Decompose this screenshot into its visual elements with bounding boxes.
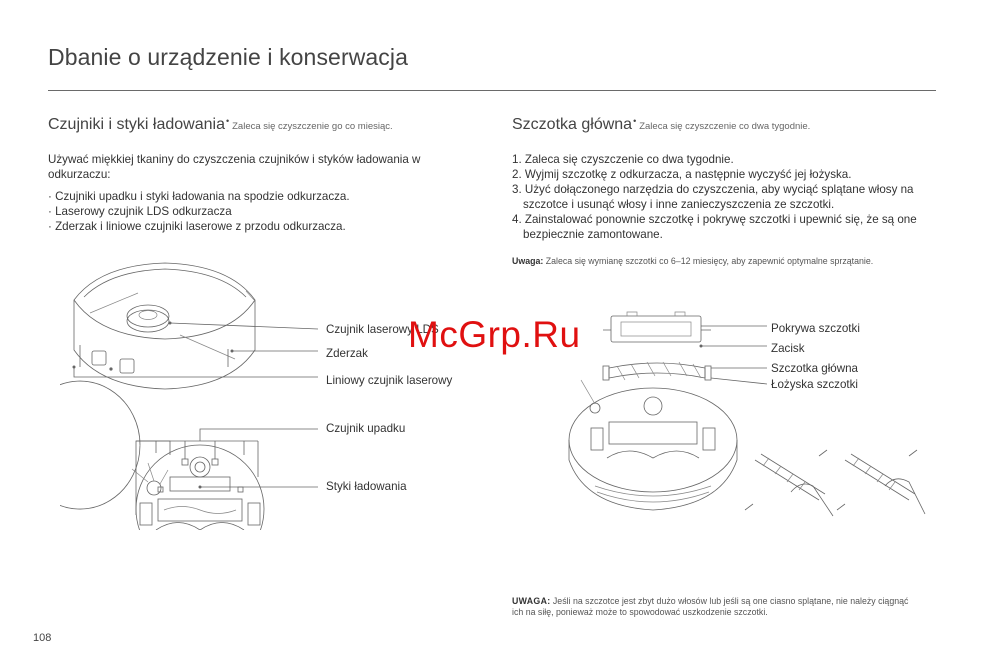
right-note xyxy=(512,256,873,266)
list-item: 4. Zainstalować ponownie szczotkę i pokrywę szczotki i upewnić się, że są one bezpiecznie zamontowane. xyxy=(512,213,917,241)
list-item: 1. Zaleca się czyszczenie co dwa tygodnie. xyxy=(512,153,734,166)
list-item: · Laserowy czujnik LDS odkurzacza xyxy=(48,205,232,218)
callout-bumper: Zderzak xyxy=(326,347,368,360)
left-heading-note: Zaleca się czyszczenie go co miesiąc. xyxy=(232,121,393,132)
right-steps-list xyxy=(512,152,937,242)
right-heading-text: Szczotka główna xyxy=(512,116,633,133)
main-brush-icon xyxy=(603,362,711,380)
page-number: 108 xyxy=(33,632,52,644)
watermark: McGrp.Ru xyxy=(408,314,581,355)
callout-cliff-sensor: Czujnik upadku xyxy=(326,422,406,435)
callout-charging-contacts: Styki ładowania xyxy=(326,480,407,493)
robot-underside-icon xyxy=(569,380,737,510)
left-intro: Używać miękkiej tkaniny do czyszczenia czujników i styków ładowania w odkurzaczu: xyxy=(48,153,421,181)
warning-label: UWAGA: xyxy=(512,596,551,606)
right-note-text: Zaleca się wymianę szczotki co 6–12 miesięcy, aby zapewnić optymalne sprzątanie. xyxy=(545,256,874,266)
warning-text: Jeśli na szczotce jest zbyt dużo włosów lub jeśli są one ciasno splątane, nie należy ciągnąć ich na siłę, ponieważ może to spowodować uszkodzenie szczotki. xyxy=(512,596,909,617)
list-item: 2. Wyjmij szczotkę z odkurzacza, a następnie wyczyść jej łożyska. xyxy=(512,168,852,181)
list-item: · Zderzak i liniowe czujniki laserowe z przodu odkurzacza. xyxy=(48,220,346,233)
warning-note xyxy=(512,596,922,618)
right-section-heading xyxy=(512,116,810,134)
left-bullet-list xyxy=(48,189,468,234)
robot-bottom-view-icon xyxy=(60,381,264,530)
robot-top-view-icon xyxy=(74,263,255,389)
callout-brush-bearings: Łożyska szczotki xyxy=(771,378,858,391)
page-title: Dbanie o urządzenie i konserwacja xyxy=(48,44,409,70)
right-note-label: Uwaga: xyxy=(512,256,544,266)
robot-sensors-illustration xyxy=(60,255,330,530)
main-brush-illustration xyxy=(565,310,945,530)
title-divider xyxy=(48,90,936,91)
list-item: · Czujniki upadku i styki ładowania na spodzie odkurzacza. xyxy=(48,190,350,203)
brush-cover-icon xyxy=(603,312,711,342)
list-item: 3. Użyć dołączonego narzędzia do czyszczenia, aby wyciąć splątane włosy na szczotce i usunąć włosy i inne zanieczyszczenia ze szczotki. xyxy=(512,183,914,211)
callout-clip: Zacisk xyxy=(771,342,805,355)
right-heading-marker: • xyxy=(633,116,637,126)
left-heading-text: Czujniki i styki ładowania xyxy=(48,116,225,133)
left-heading-marker: • xyxy=(225,116,230,126)
callout-brush-cover: Pokrywa szczotki xyxy=(771,322,860,335)
brush-cutting-step-icon xyxy=(837,450,925,514)
brush-cleaning-step-icon xyxy=(745,450,833,516)
callout-line-laser: Liniowy czujnik laserowy xyxy=(326,374,453,387)
right-heading-note: Zaleca się czyszczenie co dwa tygodnie. xyxy=(639,121,811,132)
callout-lds-sensor: Czujnik laserowy LDS xyxy=(326,323,439,336)
left-section-heading xyxy=(48,116,393,134)
callout-main-brush: Szczotka główna xyxy=(771,362,858,375)
